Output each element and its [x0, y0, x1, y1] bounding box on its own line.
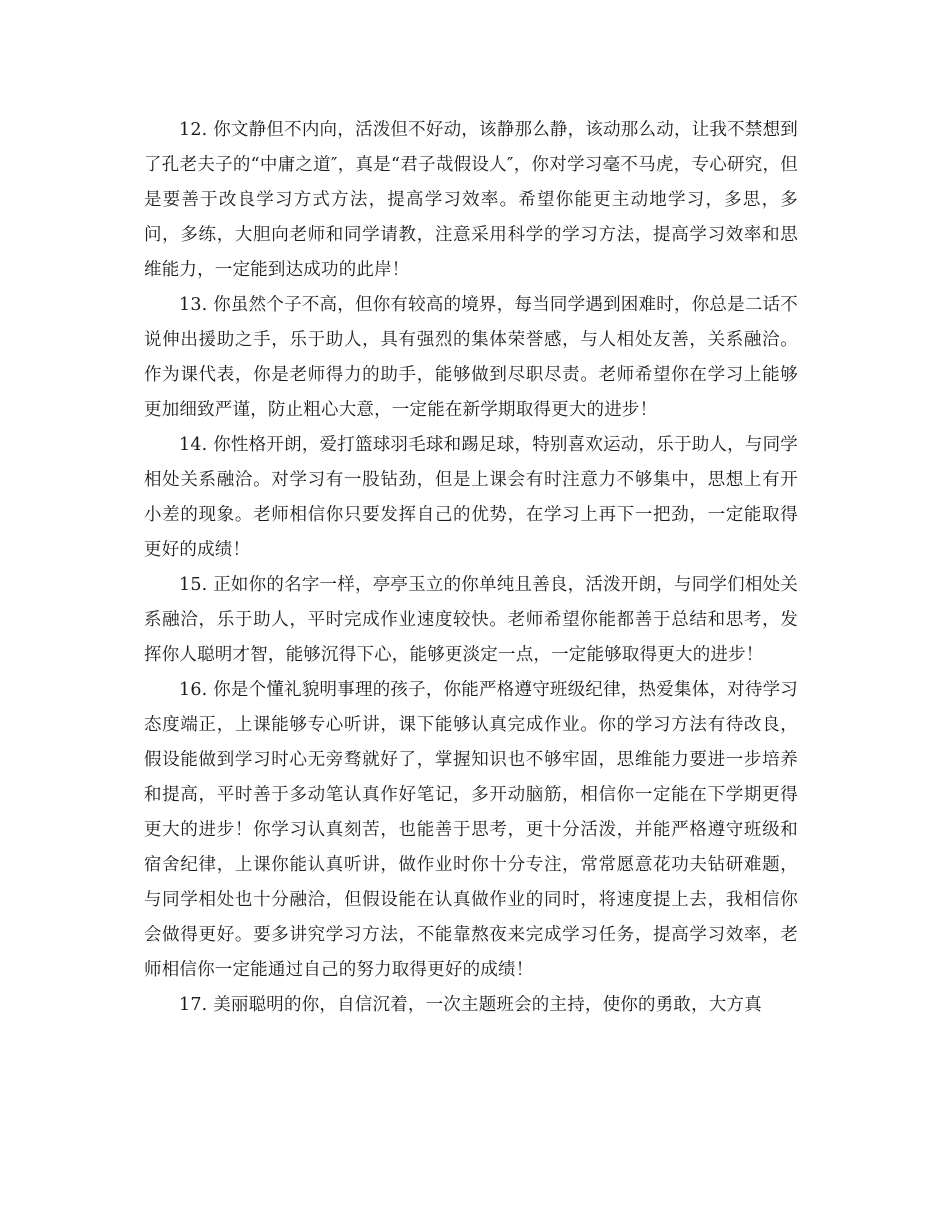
comment-paragraph-17: 17. 美丽聪明的你，自信沉着，一次主题班会的主持，使你的勇敢，大方真 [179, 995, 762, 1015]
document-body [144, 113, 798, 1023]
comment-paragraph-14: 14. 你性格开朗，爱打篮球羽毛球和踢足球，特别喜欢运动，乐于助人，与同学相处关系融洽。对学习有一股钻劲，但是上课会有时注意力不够集中，思想上有开小差的现象。老师相信你只要发挥自己的优势，在学习上再下一把劲，一定能取得更好的成绩！ [144, 435, 798, 560]
comment-paragraph-12: 12. 你文静但不内向，活泼但不好动，该静那么静，该动那么动，让我不禁想到了孔老夫子的“中庸之道″，真是“君子哉假设人″，你对学习毫不马虎，专心研究，但是要善于改良学习方式方法，提高学习效率。希望你能更主动地学习，多思，多问，多练，大胆向老师和同学请教，注意采用科学的学习方法，提高学习效率和思维能力，一定能到达成功的此岸！ [144, 120, 798, 280]
comment-paragraph-16: 16. 你是个懂礼貌明事理的孩子，你能严格遵守班级纪律，热爱集体，对待学习态度端正，上课能够专心听讲，课下能够认真完成作业。你的学习方法有待改良，假设能做到学习时心无旁骛就好了，掌握知识也不够牢固，思维能力要进一步培养和提高，平时善于多动笔认真作好笔记，多开动脑筋，相信你一定能在下学期更得更大的进步！你学习认真刻苦，也能善于思考，更十分活泼，并能严格遵守班级和宿舍纪律，上课你能认真听讲，做作业时你十分专注，常常愿意花功夫钻研难题，与同学相处也十分融洽，但假设能在认真做作业的同时，将速度提上去，我相信你会做得更好。要多讲究学习方法，不能靠熬夜来完成学习任务，提高学习效率，老师相信你一定能通过自己的努力取得更好的成绩！ [144, 680, 798, 980]
comment-paragraph-15: 15. 正如你的名字一样，亭亭玉立的你单纯且善良，活泼开朗，与同学们相处关系融洽，乐于助人，平时完成作业速度较快。老师希望你能都善于总结和思考，发挥你人聪明才智，能够沉得下心，能够更淡定一点，一定能够取得更大的进步！ [144, 575, 798, 665]
comment-paragraph-13: 13. 你虽然个子不高，但你有较高的境界，每当同学遇到困难时，你总是二话不说伸出援助之手，乐于助人，具有强烈的集体荣誉感，与人相处友善，关系融洽。作为课代表，你是老师得力的助手，能够做到尽职尽责。老师希望你在学习上能够更加细致严谨，防止粗心大意，一定能在新学期取得更大的进步！ [144, 295, 798, 420]
